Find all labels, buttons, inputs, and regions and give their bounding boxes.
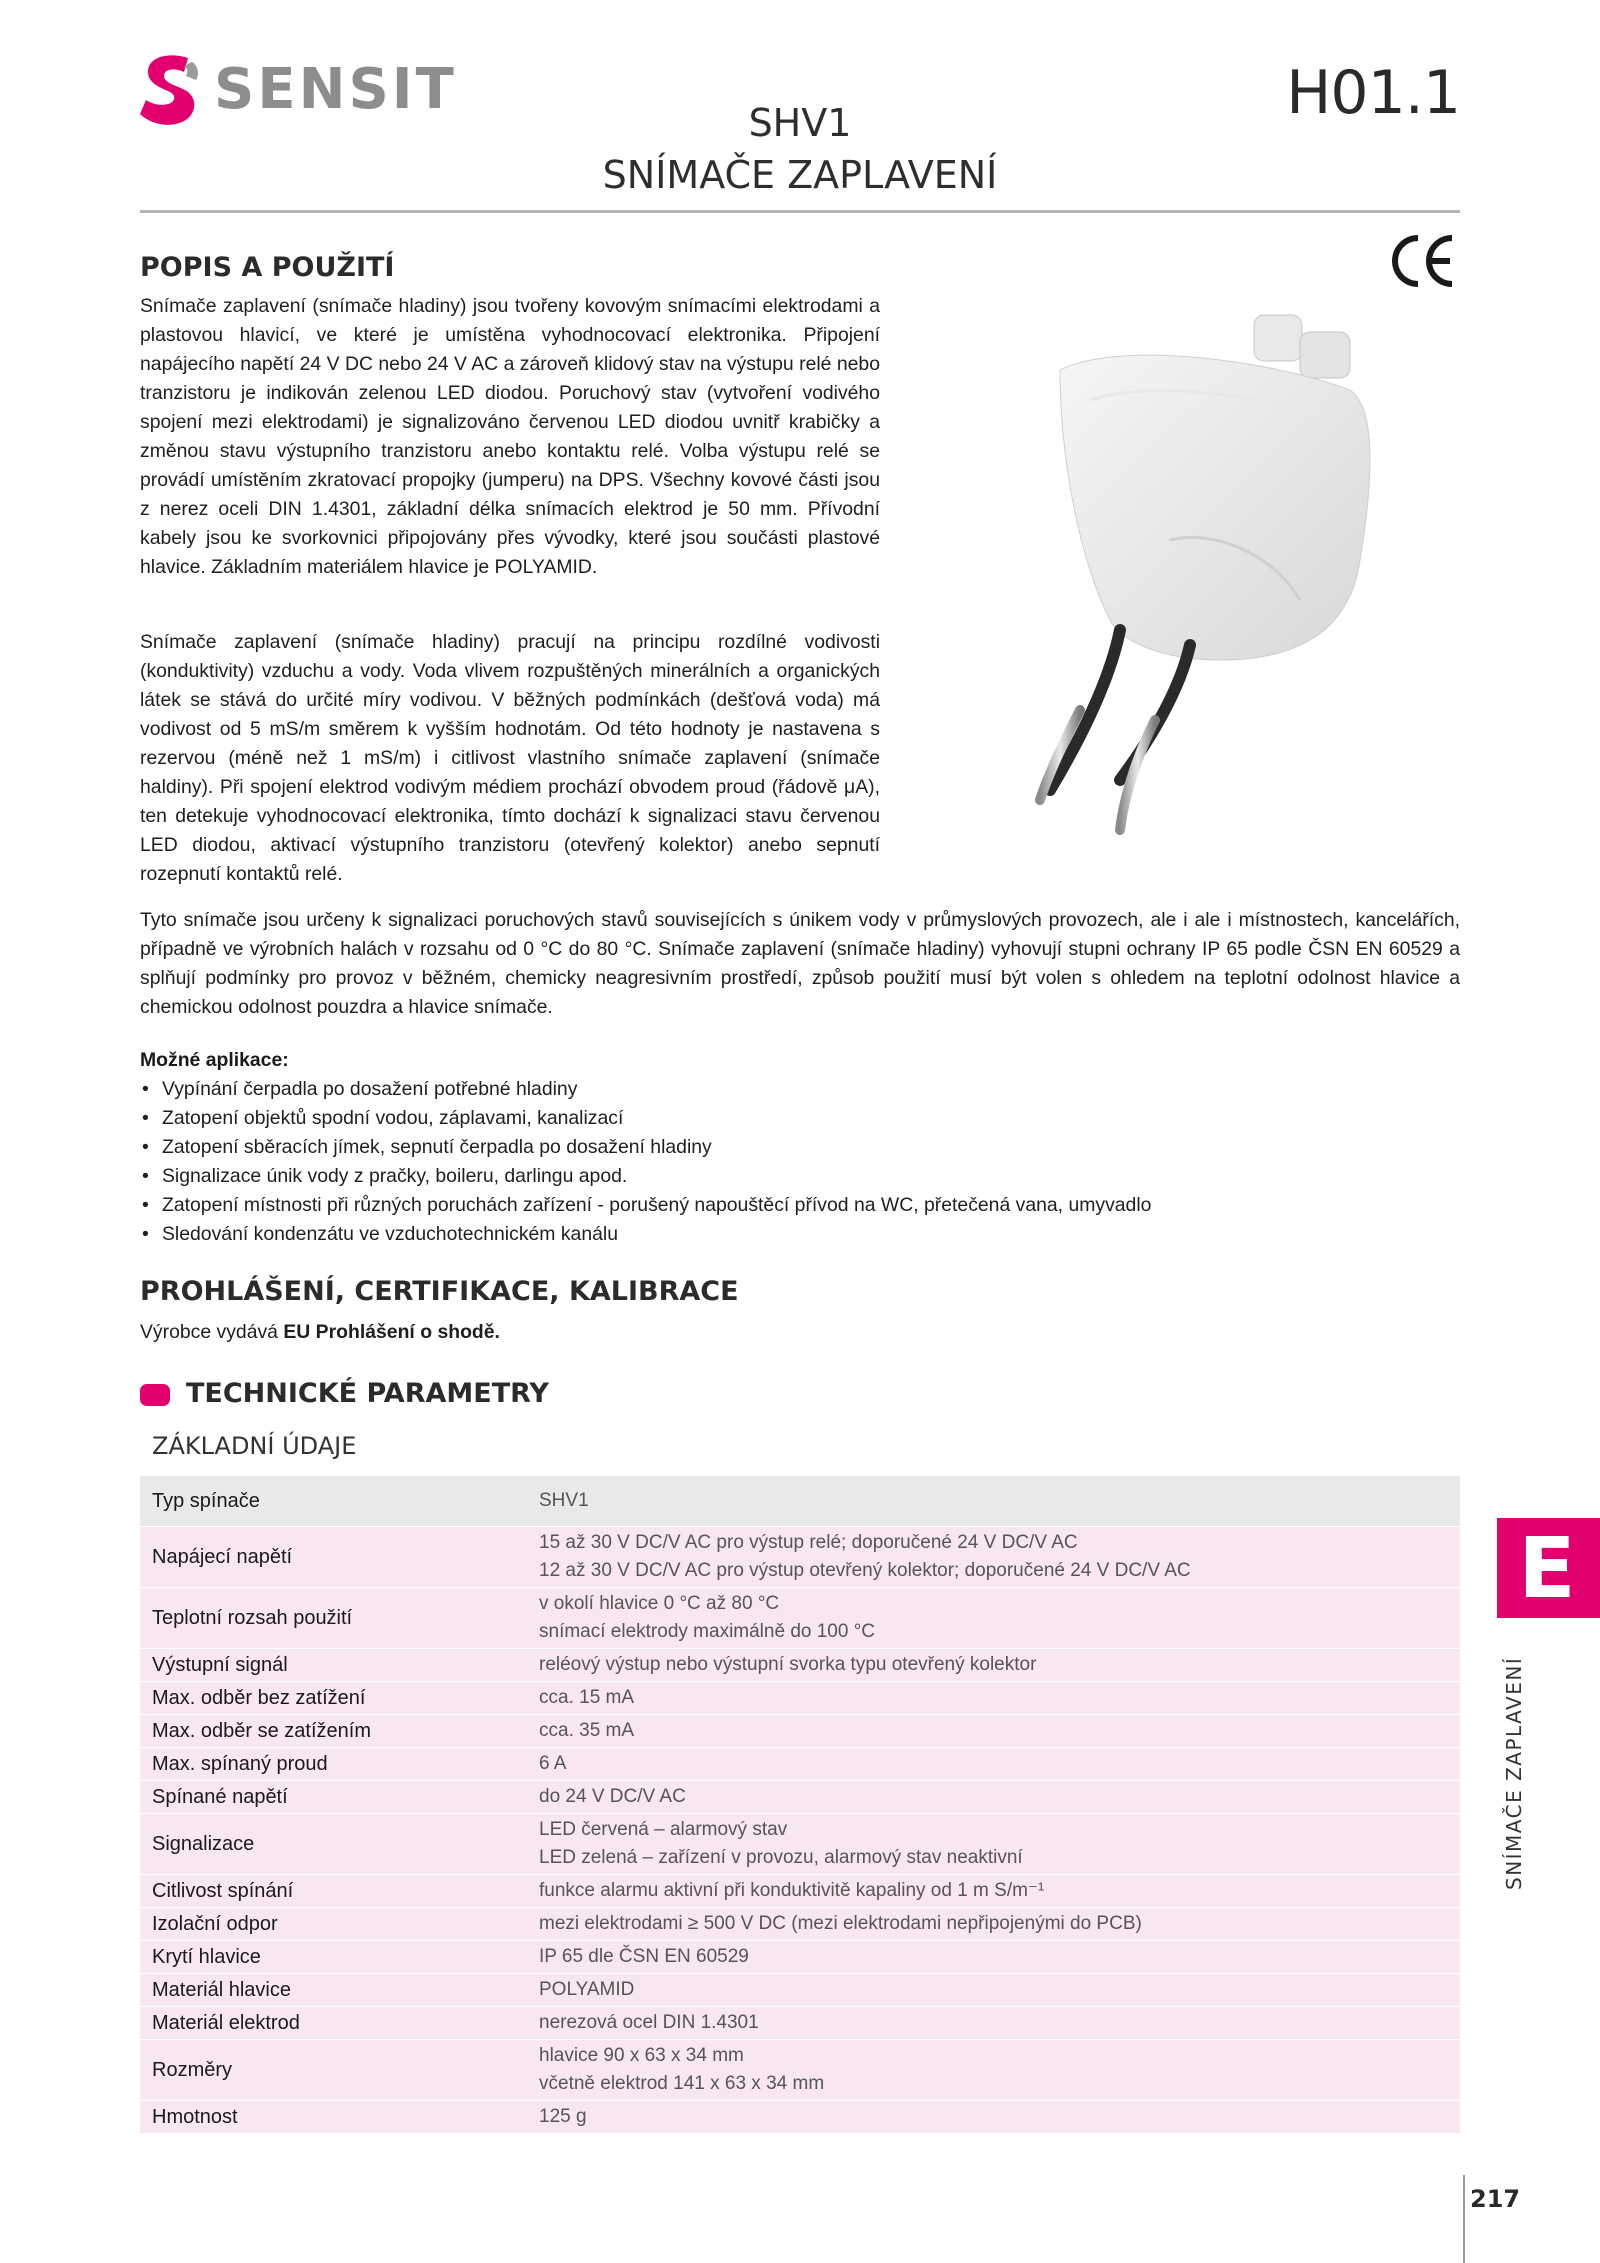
spec-value-line: POLYAMID: [539, 1979, 635, 2000]
spec-value-line: 12 až 30 V DC/V AC pro výstup otevřený kolektor; doporučené 24 V DC/V AC: [539, 1560, 1191, 1581]
spec-label: Typ spínače: [152, 1490, 260, 1512]
spec-value: [527, 1682, 1460, 1715]
list-item: • Sledování kondenzátu ve vzduchotechnickém kanálu: [140, 1220, 1460, 1249]
spec-value: [527, 2040, 1460, 2101]
spec-label: Krytí hlavice: [152, 1946, 261, 1968]
list-item: • Zatopení místnosti při různých poruchách zařízení - porušený napouštěcí přívod na WC, přetečená vana, umyvadlo: [140, 1191, 1460, 1220]
table-row: [140, 1875, 1460, 1908]
chapter-side-label: [1502, 1650, 1542, 1890]
description-paragraph-1: Snímače zaplavení (snímače hladiny) jsou tvořeny kovovým snímacími elektrodami a plastovou hlavicí, ve které je umístěna vyhodnocovací elektronika. Připojení napájecího napětí 24 V DC nebo 24 V AC a zároveň klidový stav na výstupu relé nebo tranzistoru je indikován zelenou LED diodou. Poruchový stav (vytvoření vodivého spojení mezi elektrodami) je signalizováno červenou LED diodou uvnitř krabičky a změnou stavu výstupního tranzistoru anebo kontaktu relé. Volba výstupu relé se provádí umístěním zkratovací propojky (jumperu) na DPS. Všechny kovové části jsou z nerez oceli DIN 1.4301, základní délka snímacích elektrod je 50 mm. Přívodní kabely jsou ke svorkovnici připojovány přes vývodky, které jsou součásti plastové hlavice. Základním materiálem hlavice je POLYAMID.: [140, 295, 880, 578]
subsection-heading: ZÁKLADNÍ ÚDAJE: [152, 1432, 357, 1460]
list-item: • Vypínání čerpadla po dosažení potřebné hladiny: [140, 1075, 1460, 1104]
spec-value-line: SHV1: [539, 1490, 589, 1511]
spec-value-line: reléový výstup nebo výstupní svorka typu otevřený kolektor: [539, 1654, 1037, 1675]
product-code: SHV1: [748, 101, 852, 145]
spec-table: [140, 1476, 1460, 2134]
spec-value-line: 15 až 30 V DC/V AC pro výstup relé; doporučené 24 V DC/V AC: [539, 1532, 1078, 1553]
list-item: • Signalizace únik vody z pračky, boileru, darlingu apod.: [140, 1162, 1460, 1191]
section-heading-technicke: TECHNICKÉ PARAMETRY: [186, 1378, 549, 1409]
applications-list: [140, 1075, 1460, 1249]
chapter-letter: E: [1518, 1519, 1576, 1617]
spec-value: [527, 1814, 1460, 1875]
applications-section: [140, 1046, 1460, 1249]
chapter-title: SNÍMAČE ZAPLAVENÍ: [1502, 1656, 1526, 1890]
spec-label: Spínané napětí: [152, 1786, 288, 1808]
spec-label: Max. odběr se zatížením: [152, 1720, 371, 1742]
spec-value-line: včetně elektrod 141 x 63 x 34 mm: [539, 2073, 825, 2094]
spec-label: Materiál elektrod: [152, 2012, 300, 2034]
spec-value: [527, 2101, 1460, 2134]
spec-label: Výstupní signál: [152, 1654, 288, 1676]
spec-value-line: LED červená – alarmový stav: [539, 1819, 788, 1840]
spec-value-line: LED zelená – zařízení v provozu, alarmový stav neaktivní: [539, 1847, 1023, 1868]
spec-value-line: IP 65 dle ČSN EN 60529: [539, 1946, 749, 1967]
table-row: [140, 1476, 1460, 1527]
section-heading-prohlaseni: PROHLÁŠENÍ, CERTIFIKACE, KALIBRACE: [140, 1276, 739, 1307]
section-marker-icon: [140, 1384, 170, 1406]
spec-value-line: funkce alarmu aktivní při konduktivitě kapaliny od 1 m S/m⁻¹: [539, 1880, 1045, 1901]
table-row: [140, 1908, 1460, 1941]
spec-value: [527, 1974, 1460, 2007]
spec-value: [527, 1748, 1460, 1781]
section-heading-popis: POPIS A POUŽITÍ: [140, 252, 395, 283]
applications-heading: Možné aplikace:: [140, 1049, 289, 1071]
table-row: [140, 1649, 1460, 1682]
spec-value: [527, 1941, 1460, 1974]
spec-value-line: mezi elektrodami ≥ 500 V DC (mezi elektrodami nepřipojenými do PCB): [539, 1913, 1142, 1934]
spec-label: Signalizace: [152, 1833, 255, 1855]
spec-value-line: snímací elektrody maximálně do 100 °C: [539, 1621, 876, 1642]
list-item: • Zatopení sběracích jímek, sepnutí čerpadla po dosažení hladiny: [140, 1133, 1460, 1162]
spec-value-line: 125 g: [539, 2106, 587, 2127]
spec-label: Citlivost spínání: [152, 1880, 294, 1902]
spec-value-line: cca. 35 mA: [539, 1720, 635, 1741]
spec-value: [527, 1476, 1460, 1527]
table-row: [140, 2101, 1460, 2134]
spec-label: Rozměry: [152, 2059, 233, 2081]
ce-mark-icon: [1388, 232, 1458, 290]
brand-name: SENSIT: [214, 57, 457, 122]
table-row: [140, 1814, 1460, 1875]
page-number: 217: [1470, 2185, 1521, 2213]
spec-value-line: nerezová ocel DIN 1.4301: [539, 2012, 759, 2033]
spec-value: [527, 1649, 1460, 1682]
spec-label: Napájecí napětí: [152, 1546, 293, 1568]
product-photo-icon: [970, 300, 1390, 850]
table-row: [140, 1941, 1460, 1974]
list-item: • Zatopení objektů spodní vodou, záplavami, kanalizací: [140, 1104, 1460, 1133]
description-paragraph-2: Snímače zaplavení (snímače hladiny) pracují na principu rozdílné vodivosti (konduktivity) vzduchu a vody. Voda vlivem rozpuštěných minerálních a organických látek se stává do určité míry vodivou. V běžných podmínkách (dešťová voda) má vodivost od 5 mS/m směrem k vyšším hodnotám. Od této hodnoty je nastavena s rezervou (méně než 1 mS/m) i citlivost vlastního snímače zaplavení (snímače haldiny). Při spojení elektrod vodivým médiem prochází obvodem proud (řádově μA), ten detekuje vyhodnocovací elektronika, tímto dochází k signalizaci stavu červenou LED diodou, aktivací výstupního tranzistoru (otevřený kolektor) anebo sepnutí rozepnutí kontaktů relé.: [140, 631, 880, 885]
spec-label: Materiál hlavice: [152, 1979, 291, 2001]
table-row: [140, 1974, 1460, 2007]
product-title: SNÍMAČE ZAPLAVENÍ: [602, 153, 998, 197]
table-row: [140, 1748, 1460, 1781]
spec-value: [527, 1908, 1460, 1941]
table-row: [140, 1588, 1460, 1649]
spec-label: Hmotnost: [152, 2106, 238, 2128]
spec-value-line: do 24 V DC/V AC: [539, 1786, 686, 1807]
spec-value: [527, 1588, 1460, 1649]
table-row: [140, 1781, 1460, 1814]
footer-divider: [1463, 2175, 1465, 2263]
chapter-tab: [1497, 1518, 1600, 1618]
spec-value: [527, 1527, 1460, 1588]
spec-label: Max. odběr bez zatížení: [152, 1687, 366, 1709]
declaration-link: EU Prohlášení o shodě.: [283, 1321, 500, 1343]
spec-value-line: v okolí hlavice 0 °C až 80 °C: [539, 1593, 780, 1614]
header-divider: [140, 210, 1460, 213]
declaration-text: [140, 1318, 1460, 1347]
spec-value: [527, 2007, 1460, 2040]
document-code: H01.1: [1286, 58, 1460, 128]
description-paragraph-3: Tyto snímače jsou určeny k signalizaci poruchových stavů souvisejících s únikem vody v průmyslových provozech, ale i ale i místnostech, kancelářích, případně ve výrobních halách v rozsahu od 0 °C do 80 °C. Snímače zaplavení (snímače hladiny) vyhovují stupni ochrany IP 65 podle ČSN EN 60529 a splňují podmínky pro provoz v běžném, chemicky neagresivním prostředí, způsob použití musí být volen s ohledem na teplotní odolnost hlavice a chemickou odolnost pouzdra a hlavice snímače.: [140, 909, 1460, 1018]
spec-value: [527, 1875, 1460, 1908]
spec-value: [527, 1781, 1460, 1814]
declaration-prefix: Výrobce vydává: [140, 1321, 284, 1343]
table-row: [140, 2007, 1460, 2040]
spec-table-wrap: [140, 1476, 1460, 2134]
spec-label: Teplotní rozsah použití: [152, 1607, 353, 1629]
table-row: [140, 2040, 1460, 2101]
spec-label: Izolační odpor: [152, 1913, 278, 1935]
spec-value-line: 6 A: [539, 1753, 567, 1774]
spec-label: Max. spínaný proud: [152, 1753, 328, 1775]
table-row: [140, 1682, 1460, 1715]
table-row: [140, 1527, 1460, 1588]
table-row: [140, 1715, 1460, 1748]
spec-value-line: cca. 15 mA: [539, 1687, 635, 1708]
spec-value-line: hlavice 90 x 63 x 34 mm: [539, 2045, 744, 2066]
spec-value: [527, 1715, 1460, 1748]
